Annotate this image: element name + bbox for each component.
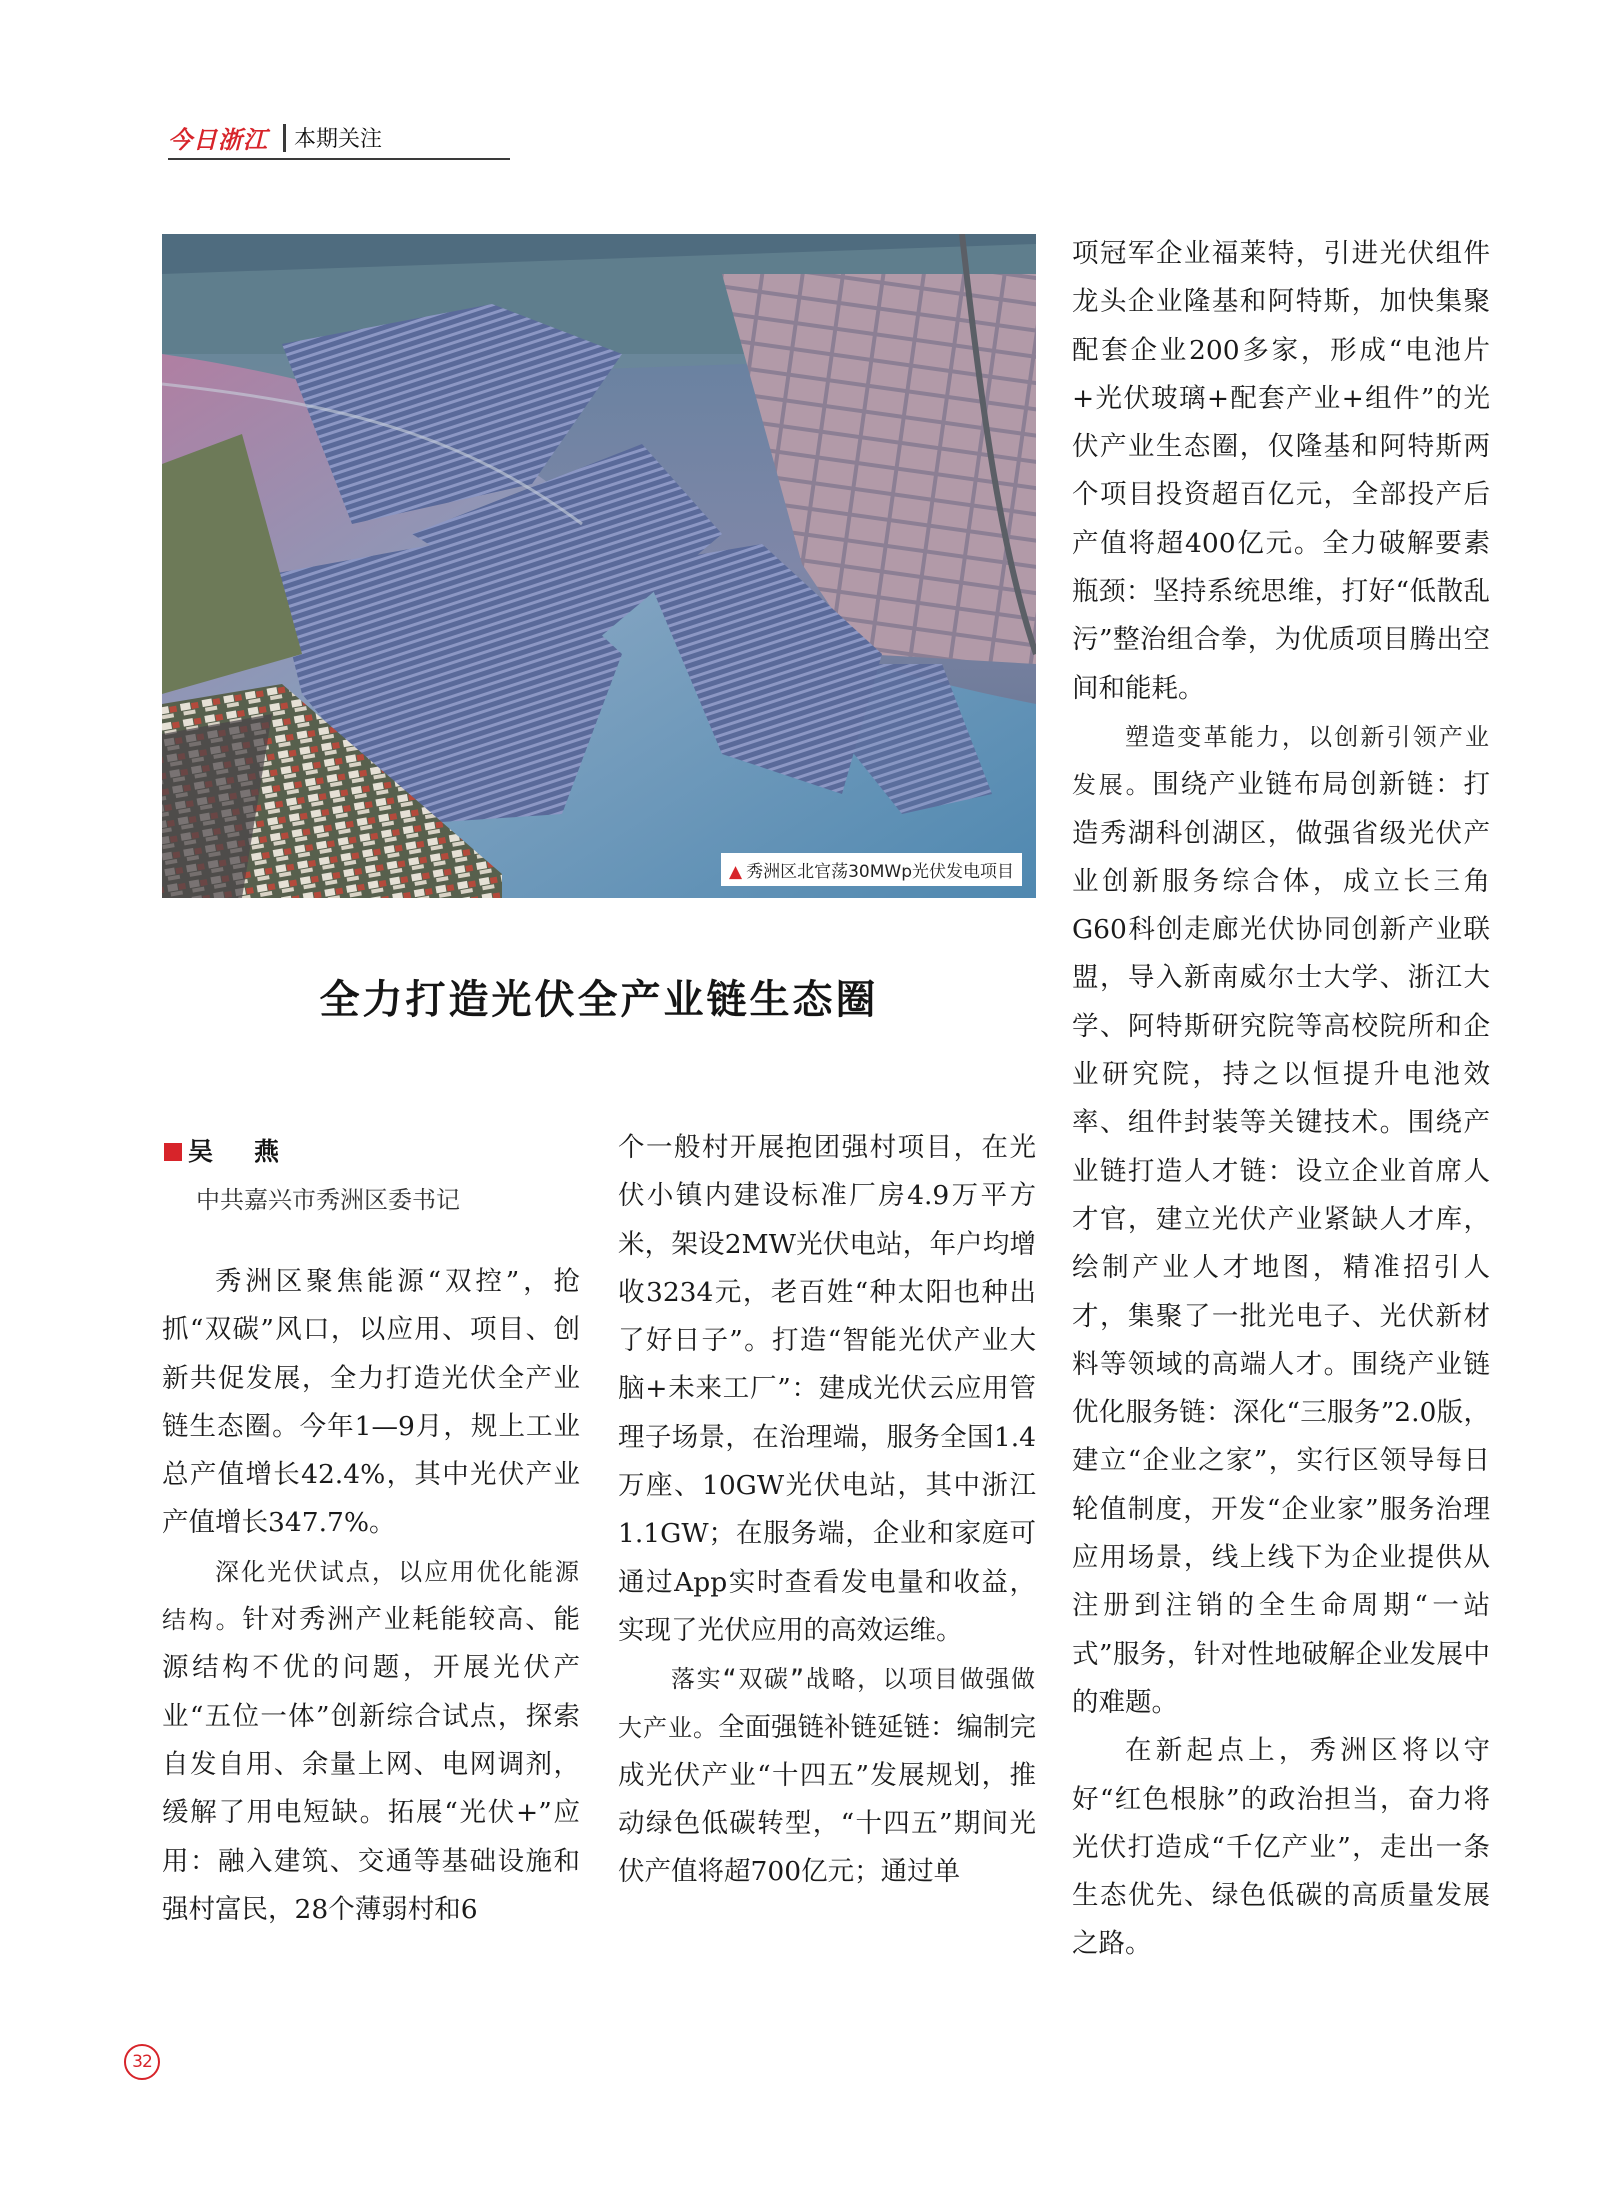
author-line <box>164 1132 287 1168</box>
article-title: 全力打造光伏全产业链生态圈 <box>319 977 879 1023</box>
article-column-1 <box>162 1258 580 1978</box>
paragraph: 秀洲区聚焦能源“双控”，抢抓“双碳”风口，以应用、项目、创新共促发展，全力打造光伏全产业链生态圈。今年1—9月，规上工业总产值增长42.4%，其中光伏产业产值增长347.7%。 <box>162 1266 580 1539</box>
article-column-2 <box>618 1124 1036 1994</box>
paragraph-lead: 落实“双碳”战略，以项目做强做大产业。 <box>618 1665 1036 1742</box>
author-marker <box>164 1143 182 1161</box>
author-position: 中共嘉兴市秀洲区委书记 <box>196 1186 460 1214</box>
paragraph: 个一般村开展抱团强村项目，在光伏小镇内建设标准厂房4.9万平方米，架设2MW光伏电站，年户均增收3234元，老百姓“种太阳也种出了好日子”。打造“智能光伏产业大脑+未来工厂”：建成光伏云应用管理子场景，在治理端，服务全国1.4万座、10GW光伏电站，其中浙江1.1GW；在服务端，企业和家庭可通过App实时查看发电量和收益，实现了光伏应用的高效运维。 <box>618 1132 1036 1646</box>
article-column-3 <box>1072 230 1490 2000</box>
paragraph-lead: 塑造变革能力，以创新引领产业发展。 <box>1072 722 1490 800</box>
paragraph <box>162 1548 580 1934</box>
photo-caption <box>721 853 1022 886</box>
magazine-logo: 今日浙江 <box>168 125 268 154</box>
paragraph: 在新起点上，秀洲区将以守好“红色根脉”的政治担当，奋力将光伏打造成“千亿产业”，走出一条生态优先、绿色低碳的高质量发展之路。 <box>1072 1735 1490 1960</box>
paragraph-body: 全面强链补链延链：编制完成光伏产业“十四五”发展规划，推动绿色低碳转型，“十四五”期间光伏产值将超700亿元；通过单 <box>618 1711 1036 1888</box>
paragraph-lead: 深化光伏试点，以应用优化能源结构。 <box>162 1557 580 1635</box>
paragraph <box>618 1655 1036 1896</box>
paragraph-body: 围绕产业链布局创新链：打造秀湖科创湖区，做强省级光伏产业创新服务综合体，成立长三角G60科创走廊光伏协同创新产业联盟，导入新南威尔士大学、浙江大学、阿特斯研究院等高校院所和企业研究院，持之以恒提升电池效率、组件封装等关键技术。围绕产业链打造人才链：设立企业首席人才官，建立光伏产业紧缺人才库，绘制产业人才地图，精准招引人才，集聚了一批光电子、光伏新材料等领域的高端人才。围绕产业链优化服务链：深化“三服务”2.0版，建立“企业之家”，实行区领导每日轮值制度，开发“企业家”服务治理应用场景，线上线下为企业提供从注册到注销的全生命周期“一站式”服务，针对性地破解企业发展中的难题。 <box>1072 769 1490 1718</box>
author-name: 吴 燕 <box>188 1137 288 1166</box>
aerial-photo <box>162 234 1036 898</box>
paragraph-body: 针对秀洲产业耗能较高、能源结构不优的问题，开展光伏产业“五位一体”创新综合试点，探索自发自用、余量上网、电网调剂，缓解了用电短缺。拓展“光伏+”应用：融入建筑、交通等基础设施和强村富民，28个薄弱村和6 <box>162 1604 580 1925</box>
paragraph <box>1072 713 1490 1727</box>
caption-marker: ▲ <box>729 862 743 882</box>
caption-text: 秀洲区北官荡30MWp光伏发电项目 <box>746 862 1014 882</box>
page-number: 32 <box>124 2044 160 2080</box>
paragraph: 项冠军企业福莱特，引进光伏组件龙头企业隆基和阿特斯，加快集聚配套企业200多家，形成“电池片+光伏玻璃+配套产业+组件”的光伏产业生态圈，仅隆基和阿特斯两个项目投资超百亿元，全部投产后产值将超400亿元。全力破解要素瓶颈：坚持系统思维，打好“低散乱污”整治组合拳，为优质项目腾出空间和能耗。 <box>1072 238 1490 704</box>
section-label: 本期关注 <box>294 127 383 152</box>
masthead-divider <box>283 124 286 152</box>
masthead <box>168 118 510 160</box>
